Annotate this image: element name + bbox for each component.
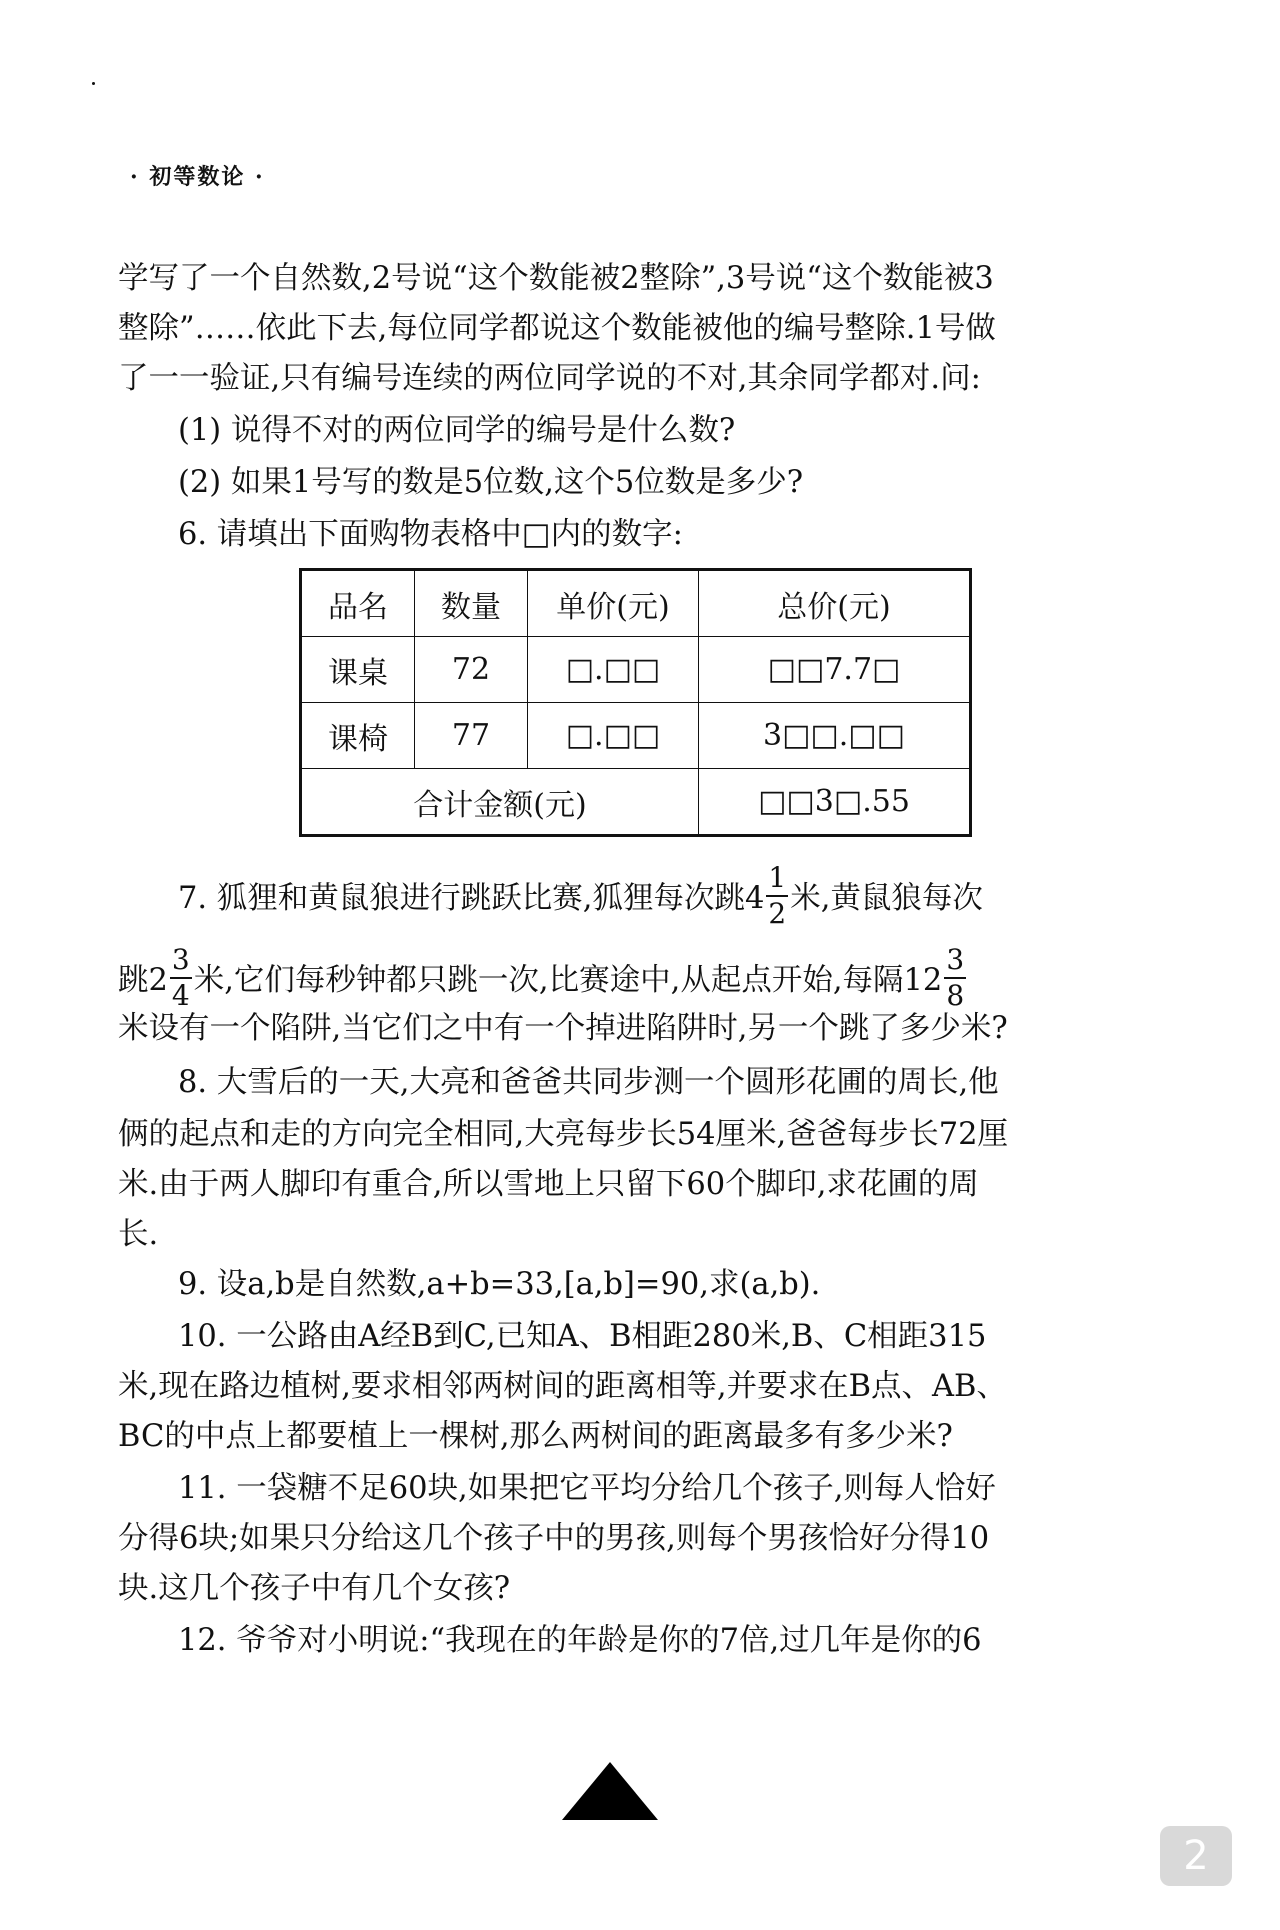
text-line: 学写了一个自然数,2号说“这个数能被2整除”,3号说“这个数能被3 — [118, 261, 994, 296]
text-line: 10. 一公路由A经B到C,已知A、B相距280米,B、C相距315 — [178, 1319, 987, 1354]
text-line: 俩的起点和走的方向完全相同,大亮每步长54厘米,爸爸每步长72厘 — [118, 1117, 1009, 1152]
q7-text: 米,它们每秒钟都只跳一次,比赛途中,从起点开始,每隔12 — [193, 963, 943, 998]
fraction-numerator: 3 — [944, 946, 966, 979]
question-7-line-1 — [178, 861, 983, 932]
q7-text: 7. 狐狸和黄鼠狼进行跳跃比赛,狐狸每次跳4 — [178, 881, 765, 916]
table-header-row — [301, 570, 971, 637]
table-header-cell: 数量 — [415, 570, 528, 637]
table-cell: □.□□ — [528, 637, 699, 703]
table-header-cell: 单价(元) — [528, 570, 699, 637]
table-row — [301, 637, 971, 703]
text-line: 了一一验证,只有编号连续的两位同学说的不对,其余同学都对.问: — [118, 361, 981, 396]
fraction-denominator: 8 — [946, 979, 965, 1012]
table-cell: 3□□.□□ — [699, 703, 971, 769]
text-line: BC的中点上都要植上一棵树,那么两树间的距离最多有多少米? — [118, 1419, 953, 1454]
question-5-part-2: (2) 如果1号写的数是5位数,这个5位数是多少? — [178, 465, 804, 500]
total-label: 合计金额(元) — [301, 769, 699, 836]
fraction — [170, 943, 192, 1012]
page-number-badge: 2 — [1160, 1826, 1232, 1886]
q7-text: 跳2 — [118, 963, 168, 998]
table-cell: 课桌 — [301, 637, 415, 703]
table-total-row — [301, 769, 971, 836]
question-7-line-2 — [118, 943, 968, 1014]
table-header-cell: 总价(元) — [699, 570, 971, 637]
text-line: 11. 一袋糖不足60块,如果把它平均分给几个孩子,则每人恰好 — [178, 1471, 996, 1506]
question-7-line-3: 米设有一个陷阱,当它们之中有一个掉进陷阱时,另一个跳了多少米? — [118, 1011, 1008, 1046]
table-cell: 课椅 — [301, 703, 415, 769]
table-cell: □□7.7□ — [699, 637, 971, 703]
fraction — [944, 943, 966, 1012]
fraction-denominator: 4 — [171, 979, 190, 1012]
fraction-denominator: 2 — [768, 897, 787, 930]
table-cell: 72 — [415, 637, 528, 703]
scan-speck — [92, 82, 95, 85]
text-line: 米,现在路边植树,要求相邻两树间的距离相等,并要求在B点、AB、 — [118, 1369, 1007, 1404]
q7-text: 米,黄鼠狼每次 — [790, 881, 983, 916]
triangle-marker-icon — [562, 1762, 658, 1820]
table-header-cell: 品名 — [301, 570, 415, 637]
fraction — [766, 861, 788, 930]
shopping-table — [299, 568, 972, 837]
text-line: 12. 爷爷对小明说:“我现在的年龄是你的7倍,过几年是你的6 — [178, 1623, 982, 1658]
text-line: 8. 大雪后的一天,大亮和爸爸共同步测一个圆形花圃的周长,他 — [178, 1065, 999, 1100]
text-line: 长. — [118, 1217, 159, 1252]
table-cell: □.□□ — [528, 703, 699, 769]
table-cell: 77 — [415, 703, 528, 769]
question-9: 9. 设a,b是自然数,a+b=33,[a,b]=90,求(a,b). — [178, 1267, 821, 1302]
question-6: 6. 请填出下面购物表格中□内的数字: — [178, 517, 683, 552]
table-row — [301, 703, 971, 769]
fraction-numerator: 1 — [766, 864, 788, 897]
fraction-numerator: 3 — [170, 946, 192, 979]
running-header: · 初等数论 · — [130, 164, 265, 190]
text-line: 米.由于两人脚印有重合,所以雪地上只留下60个脚印,求花圃的周 — [118, 1167, 979, 1202]
total-value: □□3□.55 — [699, 769, 971, 836]
text-line: 块.这几个孩子中有几个女孩? — [118, 1571, 511, 1606]
text-line: 分得6块;如果只分给这几个孩子中的男孩,则每个男孩恰好分得10 — [118, 1521, 990, 1556]
question-5-part-1: (1) 说得不对的两位同学的编号是什么数? — [178, 413, 736, 448]
text-line: 整除”……依此下去,每位同学都说这个数能被他的编号整除.1号做 — [118, 311, 996, 346]
